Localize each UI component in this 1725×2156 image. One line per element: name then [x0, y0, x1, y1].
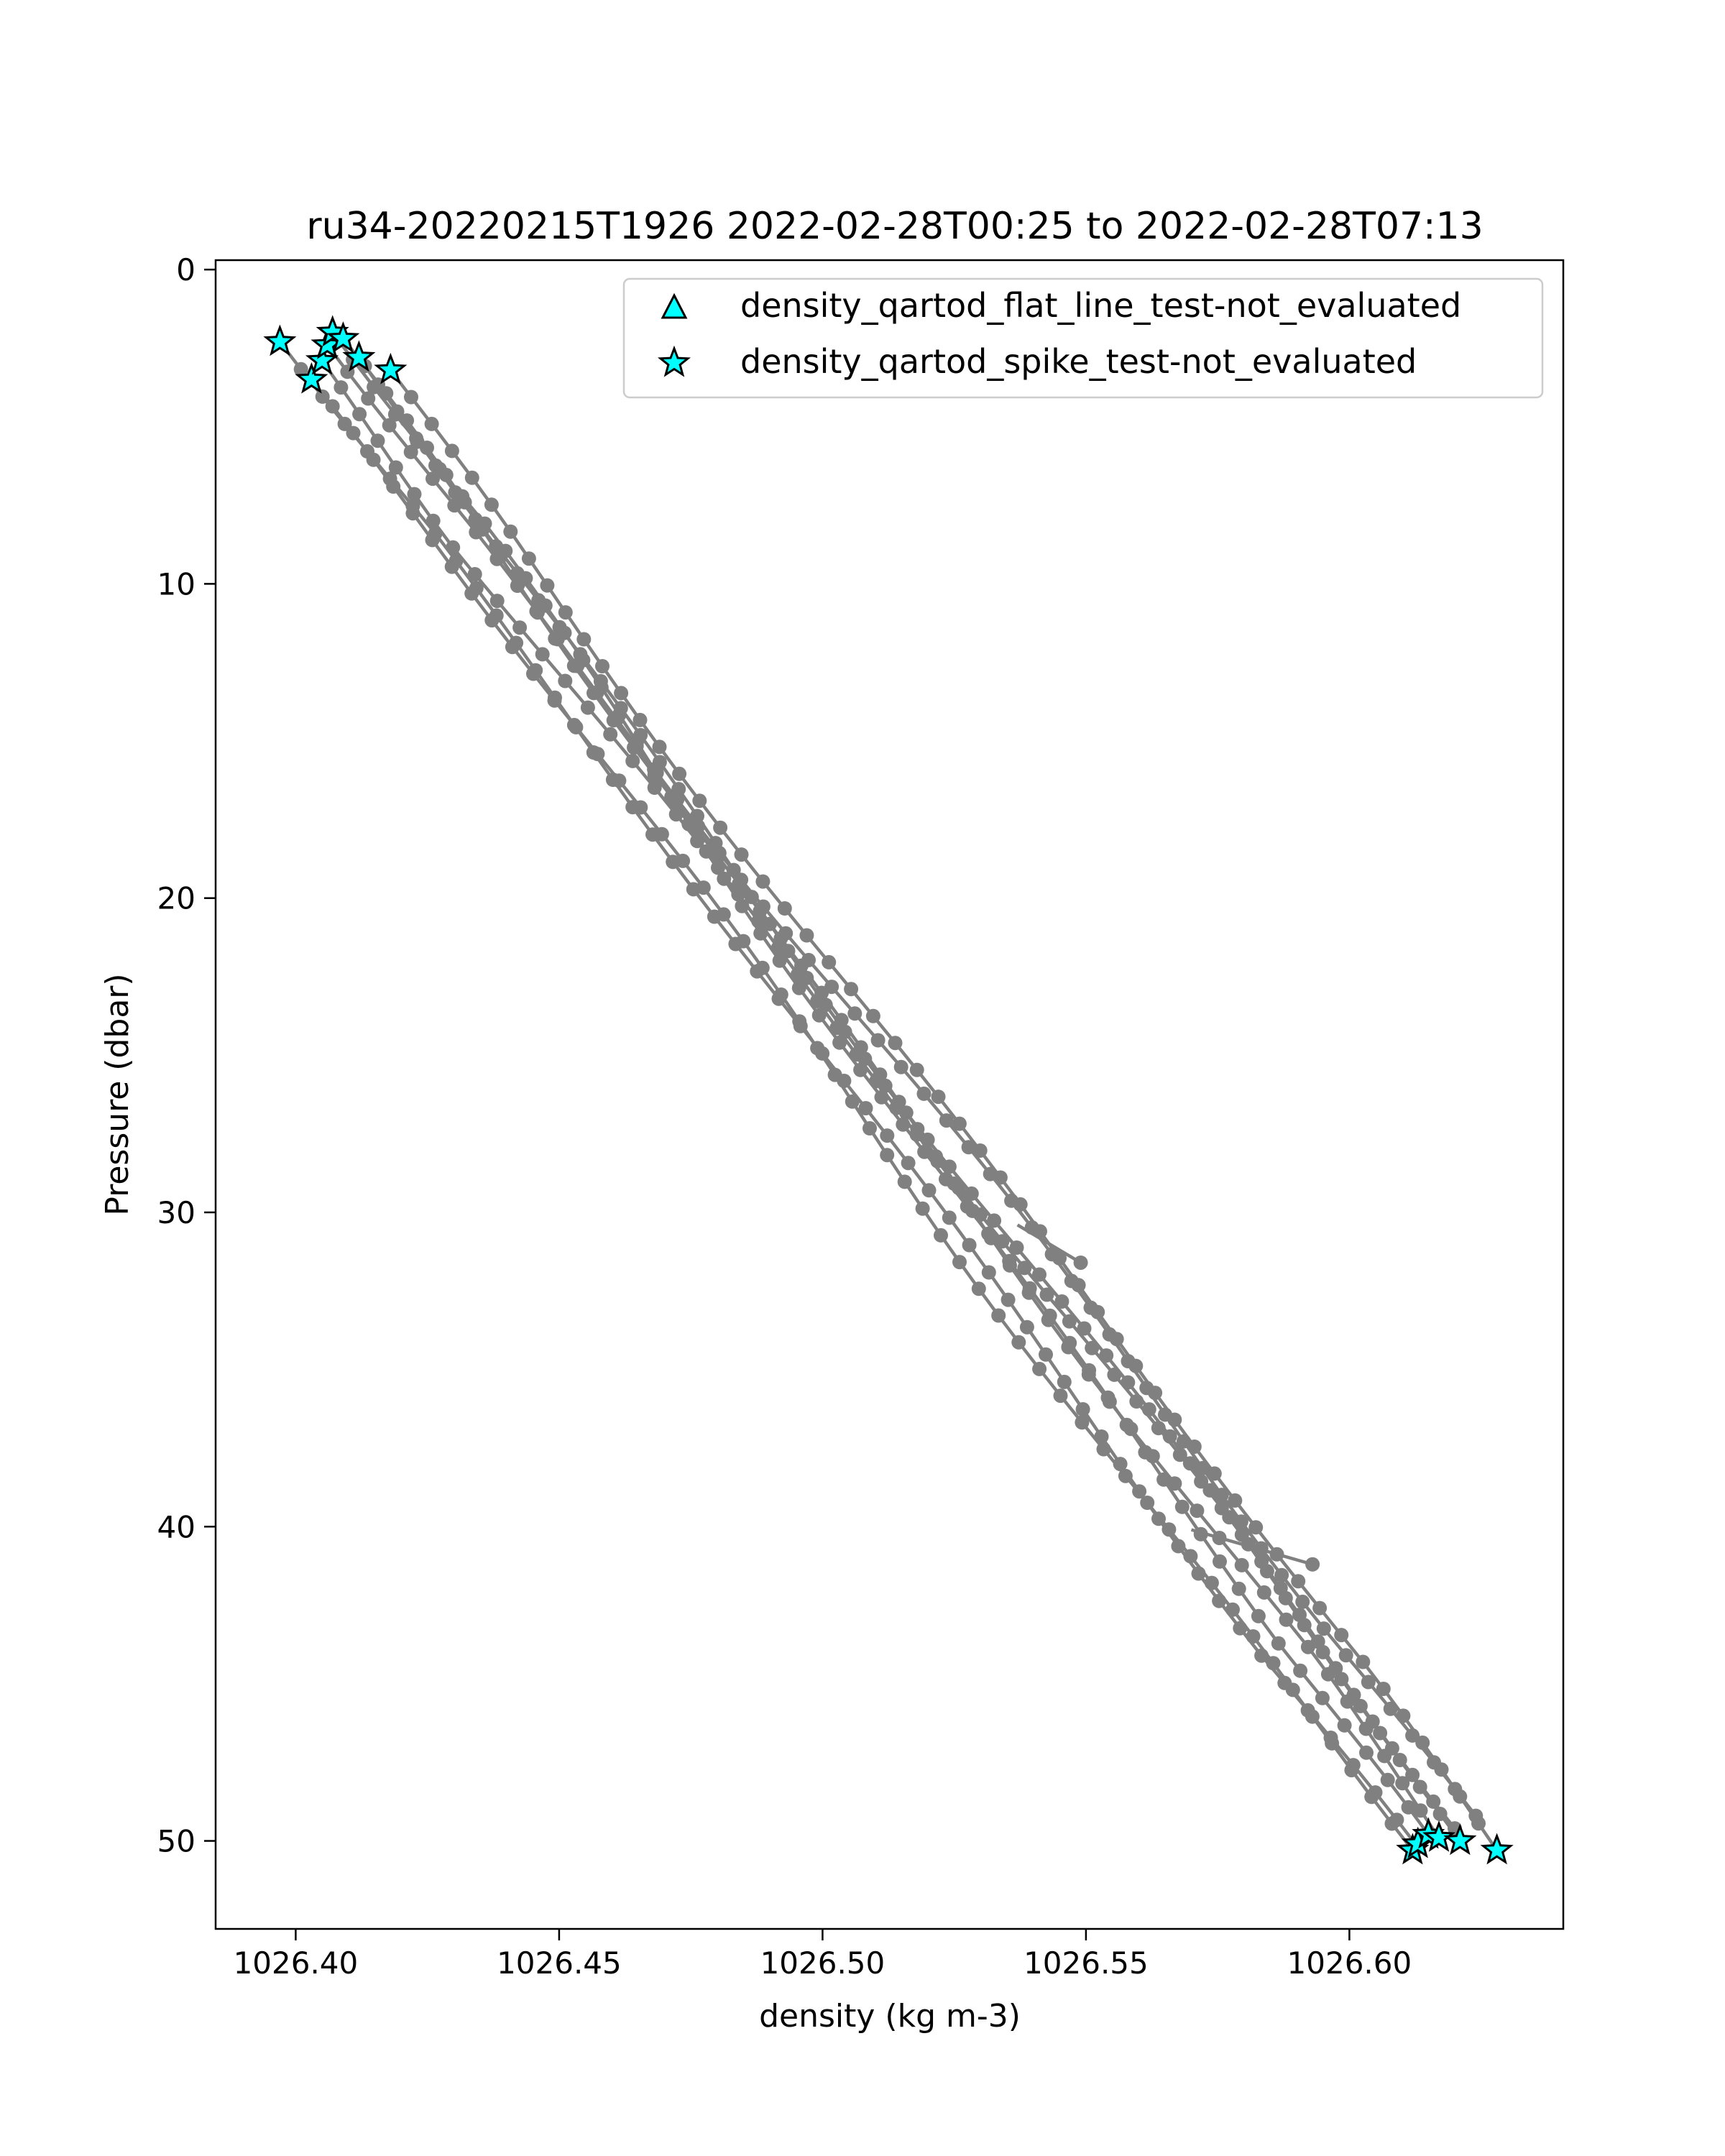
- profile-point: [1338, 1718, 1352, 1733]
- profile-point: [490, 594, 505, 608]
- profile-point: [551, 632, 565, 646]
- profile-point: [530, 605, 545, 619]
- profile-point: [1097, 1442, 1111, 1457]
- profile-point: [972, 1281, 986, 1296]
- profile-point: [1305, 1710, 1320, 1724]
- profile-point: [672, 767, 686, 781]
- profile-point: [691, 819, 705, 834]
- profile-point: [1279, 1613, 1294, 1627]
- profile-point: [669, 807, 684, 821]
- profile-point: [880, 1128, 894, 1143]
- profile-point: [1274, 1581, 1288, 1595]
- profile-point: [901, 1156, 916, 1170]
- profile-point: [1414, 1803, 1428, 1818]
- profile-point: [889, 1101, 903, 1115]
- outlier-point: [1305, 1557, 1320, 1572]
- profile-point: [612, 773, 626, 788]
- profile-point: [1167, 1476, 1182, 1491]
- profile-point: [428, 459, 443, 473]
- profile-point: [1205, 1576, 1219, 1590]
- profile-point: [910, 1063, 924, 1077]
- profile-point: [952, 1181, 966, 1195]
- profile-point: [426, 514, 441, 528]
- profile-point: [1448, 1782, 1462, 1796]
- profile-point: [1075, 1415, 1089, 1429]
- profile-point: [731, 888, 745, 902]
- profile-point: [326, 399, 340, 413]
- profile-point: [751, 914, 765, 929]
- profile-point: [1344, 1763, 1358, 1777]
- profile-point: [917, 1087, 932, 1101]
- profile-point: [595, 659, 610, 673]
- profile-point: [1022, 1286, 1036, 1300]
- profile-point: [1232, 1582, 1246, 1596]
- profile-point: [1004, 1194, 1018, 1208]
- profile-point: [548, 694, 562, 708]
- profile-point: [1356, 1655, 1370, 1669]
- profile-point: [771, 941, 786, 955]
- profile-point: [930, 1154, 944, 1169]
- profile-point: [614, 686, 628, 700]
- profile-point: [939, 1113, 954, 1128]
- profile-point: [1468, 1809, 1483, 1823]
- profile-point: [633, 801, 648, 815]
- profile-point: [1291, 1574, 1305, 1588]
- profile-point: [1317, 1621, 1331, 1636]
- profile-point: [1427, 1755, 1441, 1769]
- profile-point: [1364, 1789, 1379, 1804]
- profile-point: [1103, 1327, 1117, 1342]
- profile-point: [692, 793, 707, 808]
- profile-point: [1146, 1449, 1160, 1463]
- profile-point: [1032, 1362, 1046, 1376]
- profile-point: [1426, 1795, 1440, 1809]
- profile-point: [1064, 1273, 1079, 1288]
- profile-point: [910, 1128, 924, 1142]
- profile-point: [1061, 1340, 1075, 1355]
- profile-point: [1293, 1664, 1307, 1678]
- legend-label-flat-line: density_qartod_flat_line_test-not_evaluated: [740, 286, 1462, 325]
- profile-point: [962, 1238, 977, 1253]
- profile-point: [1195, 1461, 1210, 1475]
- profile-point: [670, 793, 684, 807]
- profile-point: [1359, 1746, 1374, 1760]
- profile-point: [1235, 1558, 1249, 1572]
- chart-title: ru34-20220215T1926 2022-02-28T00:25 to 2022-02-28T07:13: [306, 205, 1484, 248]
- profile-point: [696, 880, 711, 895]
- profile-point: [1266, 1656, 1281, 1670]
- profile-point: [1173, 1447, 1187, 1462]
- profile-point: [1107, 1368, 1121, 1382]
- profile-point: [484, 497, 499, 512]
- profile-point: [445, 560, 459, 574]
- profile-point: [916, 1202, 930, 1216]
- profile-point: [922, 1183, 937, 1197]
- profile-point: [1129, 1394, 1144, 1409]
- profile-point: [1175, 1500, 1190, 1514]
- profile-point: [625, 754, 640, 768]
- profile-point: [408, 487, 422, 502]
- profile-point: [447, 498, 461, 512]
- profile-point: [404, 390, 418, 405]
- profile-point: [778, 926, 793, 941]
- profile-point: [1011, 1335, 1026, 1350]
- profile-point: [1020, 1320, 1034, 1335]
- profile-point: [382, 418, 397, 433]
- x-tick-label: 1026.40: [233, 1945, 359, 1981]
- profile-point: [1017, 1261, 1031, 1275]
- profile-point: [1385, 1817, 1399, 1831]
- profile-point: [736, 934, 750, 949]
- profile-point: [991, 1309, 1006, 1323]
- profile-point: [489, 552, 504, 566]
- profile-point: [633, 713, 648, 727]
- profile-point: [1366, 1715, 1380, 1729]
- profile-point: [711, 860, 725, 875]
- profile-point: [512, 620, 527, 635]
- profile-point: [465, 471, 479, 485]
- profile-point: [1003, 1258, 1017, 1273]
- profile-point: [464, 586, 479, 601]
- profile-point: [1140, 1496, 1154, 1510]
- x-tick-label: 1026.45: [497, 1945, 622, 1981]
- profile-point: [871, 1033, 886, 1048]
- profile-point: [522, 551, 536, 566]
- profile-point: [755, 875, 770, 889]
- profile-point: [676, 854, 690, 868]
- profile-point: [934, 1228, 948, 1243]
- profile-point: [983, 1167, 998, 1181]
- y-tick-label: 10: [157, 566, 196, 602]
- profile-point: [828, 1068, 842, 1082]
- profile-point: [942, 1210, 957, 1225]
- profile-point: [810, 1041, 824, 1055]
- profile-point: [1139, 1381, 1154, 1395]
- profile-point: [1334, 1628, 1348, 1642]
- profile-point: [1405, 1728, 1420, 1743]
- profile-point: [1084, 1301, 1098, 1315]
- profile-point: [569, 720, 583, 734]
- profile-point: [390, 405, 405, 419]
- profile-point: [352, 407, 367, 421]
- profile-point: [426, 533, 440, 547]
- x-tick-label: 1026.60: [1287, 1945, 1412, 1981]
- profile-point: [1158, 1407, 1172, 1422]
- profile-point: [1257, 1585, 1271, 1600]
- profile-point: [1215, 1488, 1229, 1502]
- profile-point: [845, 1095, 860, 1109]
- profile-point: [334, 380, 348, 395]
- x-axis-label: density (kg m-3): [759, 1998, 1021, 2035]
- profile-point: [1039, 1348, 1053, 1362]
- profile-point: [778, 901, 792, 916]
- profile-point: [468, 567, 482, 581]
- profile-point: [1225, 1603, 1240, 1617]
- profile-point: [1385, 1741, 1399, 1756]
- profile-point: [869, 1074, 883, 1088]
- profile-point: [1347, 1687, 1361, 1702]
- profile-point: [1190, 1503, 1204, 1518]
- profile-point: [590, 747, 604, 761]
- profile-point: [952, 1255, 967, 1269]
- profile-point: [603, 727, 617, 742]
- profile-point: [653, 740, 667, 754]
- profile-point: [829, 1021, 844, 1035]
- profile-point: [791, 967, 805, 982]
- profile-point: [503, 525, 518, 539]
- profile-point: [409, 431, 423, 446]
- profile-point: [712, 846, 727, 860]
- profile-point: [1234, 1514, 1248, 1529]
- profile-point: [558, 605, 573, 619]
- profile-point: [824, 980, 839, 994]
- profile-point: [648, 780, 662, 795]
- profile-point: [713, 821, 727, 835]
- profile-point: [1286, 1682, 1300, 1697]
- profile-point: [801, 953, 816, 967]
- profile-point: [880, 1148, 894, 1162]
- legend: [624, 279, 1542, 397]
- profile-point: [425, 417, 439, 431]
- profile-point: [1085, 1341, 1099, 1355]
- profile-point: [630, 739, 644, 753]
- profile-point: [1361, 1675, 1376, 1690]
- profile-point: [1325, 1736, 1339, 1751]
- profile-point: [792, 1014, 806, 1028]
- profile-point: [1054, 1388, 1068, 1403]
- profile-point: [526, 667, 540, 681]
- profile-point: [1118, 1469, 1133, 1483]
- x-tick-label: 1026.50: [760, 1945, 886, 1981]
- profile-point: [1315, 1691, 1330, 1705]
- profile-point: [799, 929, 814, 943]
- profile-point: [973, 1207, 988, 1222]
- profile-point: [982, 1266, 996, 1280]
- profile-point: [756, 900, 770, 914]
- profile-point: [1292, 1608, 1307, 1622]
- profile-point: [810, 994, 824, 1008]
- profile-point: [405, 506, 420, 520]
- profile-point: [1062, 1314, 1077, 1329]
- profile-point: [590, 686, 604, 700]
- profile-point: [1076, 1402, 1090, 1416]
- profile-point: [610, 712, 624, 727]
- profile-point: [1405, 1768, 1420, 1782]
- profile-point: [1124, 1422, 1138, 1436]
- profile-point: [650, 765, 664, 780]
- profile-point: [558, 674, 572, 688]
- profile-point: [1121, 1354, 1136, 1368]
- profile-point: [448, 485, 462, 499]
- y-axis-label: Pressure (dbar): [99, 973, 136, 1216]
- profile-point: [505, 640, 520, 654]
- y-tick-label: 0: [176, 252, 196, 288]
- profile-point: [932, 1089, 946, 1104]
- y-tick-label: 50: [157, 1823, 196, 1859]
- profile-point: [1271, 1636, 1286, 1651]
- profile-point: [469, 525, 483, 540]
- profile-point: [1339, 1648, 1353, 1662]
- profile-point: [445, 443, 459, 458]
- profile-point: [898, 1174, 912, 1189]
- profile-point: [735, 847, 749, 862]
- profile-point: [1194, 1474, 1208, 1488]
- profile-point: [1057, 1375, 1072, 1389]
- profile-point: [404, 445, 418, 459]
- profile-point: [1082, 1368, 1096, 1382]
- outlier-point: [1074, 1256, 1088, 1270]
- profile-point: [346, 426, 361, 441]
- profile-point: [1312, 1601, 1327, 1616]
- profile-point: [535, 647, 550, 661]
- profile-point: [1328, 1661, 1343, 1675]
- profile-point: [1251, 1609, 1266, 1623]
- profile-point: [1311, 1634, 1325, 1649]
- profile-point: [844, 982, 858, 996]
- profile-point: [1384, 1702, 1398, 1716]
- profile-point: [386, 479, 400, 494]
- x-tick-label: 1026.55: [1024, 1945, 1149, 1981]
- profile-point: [484, 613, 499, 627]
- profile-point: [755, 961, 770, 975]
- profile-point: [995, 1234, 1010, 1248]
- profile-point: [510, 579, 525, 593]
- profile-point: [866, 1009, 880, 1023]
- profile-point: [850, 1047, 864, 1061]
- y-tick-label: 40: [157, 1509, 196, 1545]
- profile-point: [962, 1140, 976, 1154]
- profile-point: [847, 1006, 862, 1021]
- profile-point: [894, 1060, 908, 1074]
- profile-point: [1177, 1434, 1191, 1449]
- profile-point: [1040, 1288, 1054, 1302]
- profile-point: [1041, 1313, 1056, 1327]
- legend-label-spike: density_qartod_spike_test-not_evaluated: [740, 342, 1417, 381]
- profile-point: [862, 1121, 877, 1135]
- profile-point: [888, 1036, 903, 1050]
- profile-point: [717, 907, 731, 921]
- profile-point: [1183, 1549, 1197, 1563]
- profile-point: [361, 392, 375, 406]
- profile-point: [389, 461, 403, 475]
- profile-point: [371, 433, 385, 448]
- profile-point: [367, 453, 381, 467]
- profile-point: [774, 987, 788, 1002]
- profile-point: [822, 955, 836, 969]
- profile-point: [446, 540, 460, 555]
- profile-point: [655, 827, 669, 842]
- profile-point: [570, 659, 584, 673]
- y-tick-label: 20: [157, 880, 196, 916]
- profile-point: [1274, 1568, 1289, 1583]
- profile-point: [1162, 1522, 1176, 1537]
- profile-point: [576, 632, 591, 647]
- profile-point: [690, 834, 704, 848]
- profile-point: [1103, 1394, 1117, 1409]
- profile-point: [1246, 1629, 1261, 1644]
- profile-point: [540, 579, 554, 593]
- profile-point: [553, 620, 567, 635]
- profile-point: [1381, 1773, 1395, 1787]
- profile-point: [1001, 1293, 1016, 1307]
- profile-point: [734, 872, 748, 887]
- profile-point: [1213, 1554, 1227, 1569]
- profile-point: [1151, 1421, 1166, 1435]
- y-tick-label: 30: [157, 1194, 196, 1230]
- profile-point: [581, 701, 595, 715]
- profile-point: [426, 471, 440, 486]
- profile-point: [1295, 1595, 1310, 1609]
